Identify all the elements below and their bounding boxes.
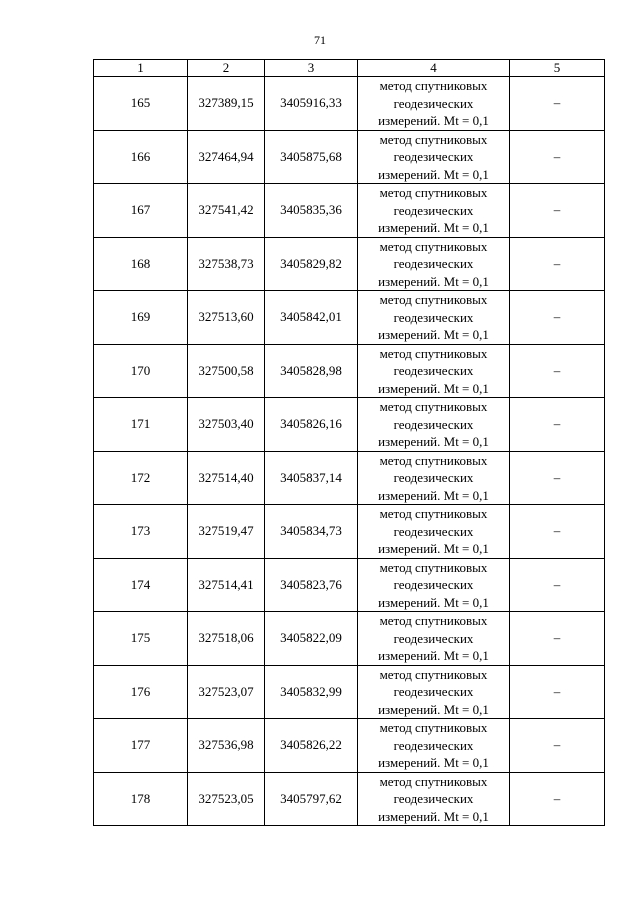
table-row (94, 665, 605, 719)
method-line: геодезических (393, 630, 474, 646)
coordinate-y: 3405828,98 (265, 344, 358, 398)
method-line: метод спутниковых (379, 613, 488, 628)
method-description (358, 344, 510, 398)
point-number: 168 (94, 237, 188, 291)
coordinate-x: 327464,94 (188, 130, 265, 184)
method-line: измерений. Mt = 0,1 (378, 594, 489, 610)
method-line: метод спутниковых (379, 720, 488, 735)
note: – (510, 291, 605, 345)
method-description (358, 291, 510, 345)
coordinate-y: 3405837,14 (265, 451, 358, 505)
page-number: 71 (314, 33, 326, 47)
coordinate-x: 327538,73 (188, 237, 265, 291)
note: – (510, 237, 605, 291)
method-line: геодезических (393, 256, 474, 271)
table-row (94, 451, 605, 505)
coordinate-x: 327523,07 (188, 665, 265, 719)
table-row (94, 130, 605, 184)
method-line: геодезических (393, 737, 474, 753)
coordinate-x: 327523,05 (188, 772, 265, 826)
table-header-row (94, 60, 605, 77)
method-line: измерений. Mt = 0,1 (378, 648, 489, 663)
coordinate-x: 327514,40 (188, 451, 265, 505)
method-line: геодезических (393, 149, 474, 164)
point-number: 165 (94, 77, 188, 131)
method-description (358, 505, 510, 559)
note: – (510, 719, 605, 773)
method-line: измерений. Mt = 0,1 (378, 113, 489, 128)
method-line: метод спутниковых (379, 559, 488, 575)
method-line: измерений. Mt = 0,1 (378, 220, 489, 235)
coordinate-y: 3405916,33 (265, 77, 358, 131)
note: – (510, 558, 605, 612)
table-row (94, 184, 605, 238)
method-description (358, 184, 510, 238)
point-number: 170 (94, 344, 188, 398)
method-line: метод спутниковых (379, 773, 488, 789)
table-row (94, 344, 605, 398)
method-description (358, 77, 510, 131)
method-description (358, 130, 510, 184)
method-description (358, 612, 510, 666)
coordinate-y: 3405822,09 (265, 612, 358, 666)
note: – (510, 772, 605, 826)
header-col-3: 3 (265, 60, 358, 77)
header-col-4: 4 (358, 60, 510, 77)
header-col-2: 2 (188, 60, 265, 77)
coordinate-y: 3405826,22 (265, 719, 358, 773)
method-line: геодезических (393, 577, 474, 592)
method-line: геодезических (393, 363, 474, 378)
method-line: метод спутниковых (379, 78, 488, 93)
note: – (510, 451, 605, 505)
method-line: геодезических (393, 202, 474, 218)
coordinate-x: 327514,41 (188, 558, 265, 612)
table-row (94, 772, 605, 826)
coordinate-y: 3405829,82 (265, 237, 358, 291)
method-line: метод спутниковых (379, 666, 488, 682)
method-line: метод спутниковых (379, 238, 488, 254)
coordinate-y: 3405842,01 (265, 291, 358, 345)
point-number: 175 (94, 612, 188, 666)
point-number: 176 (94, 665, 188, 719)
note: – (510, 184, 605, 238)
point-number: 174 (94, 558, 188, 612)
coordinate-x: 327541,42 (188, 184, 265, 238)
coordinate-x: 327500,58 (188, 344, 265, 398)
header-col-5: 5 (510, 60, 605, 77)
note: – (510, 130, 605, 184)
note: – (510, 612, 605, 666)
method-line: метод спутниковых (379, 185, 488, 200)
method-line: метод спутниковых (379, 452, 488, 468)
table-row (94, 612, 605, 666)
point-number: 172 (94, 451, 188, 505)
method-line: измерений. Mt = 0,1 (378, 434, 489, 449)
coordinate-x: 327536,98 (188, 719, 265, 773)
point-number: 178 (94, 772, 188, 826)
method-description (358, 558, 510, 612)
point-number: 167 (94, 184, 188, 238)
table-row (94, 558, 605, 612)
point-number: 166 (94, 130, 188, 184)
coordinate-x: 327518,06 (188, 612, 265, 666)
coordinate-x: 327503,40 (188, 398, 265, 452)
table-row (94, 398, 605, 452)
method-line: геодезических (393, 791, 474, 806)
method-description (358, 719, 510, 773)
method-line: измерений. Mt = 0,1 (378, 166, 489, 182)
table-row (94, 291, 605, 345)
method-line: метод спутниковых (379, 292, 488, 307)
coordinate-y: 3405823,76 (265, 558, 358, 612)
coordinate-y: 3405832,99 (265, 665, 358, 719)
method-line: метод спутниковых (379, 506, 488, 521)
method-line: измерений. Mt = 0,1 (378, 541, 489, 556)
coordinate-x: 327513,60 (188, 291, 265, 345)
method-line: геодезических (393, 523, 474, 539)
coordinate-y: 3405826,16 (265, 398, 358, 452)
method-line: геодезических (393, 416, 474, 432)
coordinate-y: 3405875,68 (265, 130, 358, 184)
method-description (358, 665, 510, 719)
method-line: измерений. Mt = 0,1 (378, 273, 489, 289)
table-row (94, 237, 605, 291)
method-line: измерений. Mt = 0,1 (378, 327, 489, 342)
method-description (358, 398, 510, 452)
method-description (358, 237, 510, 291)
note: – (510, 77, 605, 131)
method-line: метод спутниковых (379, 131, 488, 147)
method-line: геодезических (393, 95, 474, 111)
note: – (510, 398, 605, 452)
method-line: измерений. Mt = 0,1 (378, 808, 489, 824)
method-description (358, 451, 510, 505)
coordinate-x: 327389,15 (188, 77, 265, 131)
coordinate-y: 3405797,62 (265, 772, 358, 826)
method-line: метод спутниковых (379, 399, 488, 414)
table-row (94, 505, 605, 559)
method-line: измерений. Mt = 0,1 (378, 755, 489, 770)
method-line: геодезических (393, 309, 474, 325)
note: – (510, 344, 605, 398)
coordinate-y: 3405834,73 (265, 505, 358, 559)
table-row (94, 77, 605, 131)
header-col-1: 1 (94, 60, 188, 77)
method-line: геодезических (393, 684, 474, 699)
method-line: измерений. Mt = 0,1 (378, 701, 489, 717)
method-line: измерений. Mt = 0,1 (378, 487, 489, 503)
coordinate-x: 327519,47 (188, 505, 265, 559)
point-number: 173 (94, 505, 188, 559)
method-description (358, 772, 510, 826)
coordinate-y: 3405835,36 (265, 184, 358, 238)
point-number: 177 (94, 719, 188, 773)
note: – (510, 665, 605, 719)
coordinates-table (93, 59, 605, 826)
point-number: 171 (94, 398, 188, 452)
method-line: геодезических (393, 470, 474, 485)
point-number: 169 (94, 291, 188, 345)
method-line: метод спутниковых (379, 345, 488, 361)
table-row (94, 719, 605, 773)
method-line: измерений. Mt = 0,1 (378, 380, 489, 396)
note: – (510, 505, 605, 559)
